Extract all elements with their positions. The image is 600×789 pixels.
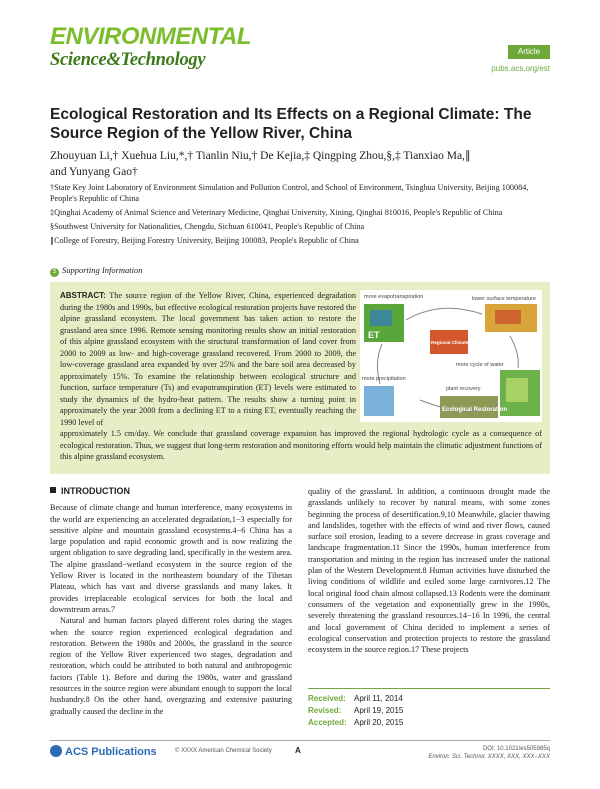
intro-paragraph-right: quality of the grassland. In addition, a continuous drought made the grasslands unlikely to recover by natural means, with some zones beginning the process of desertification.9,10 Meanwhile, glacier thawing and landslides, together with the effects of wind and river flows, caused surface soil erosion, leading to a severe decrease in grass coverage and landscape fragmentation.11 Since the 1990s, human interference from transportation and mining in the region has increased under the national plan of the Western Development.8 Human activities have disturbed the living conditions of wildlife and exiled some large carnivores.12 The local original food chain almost collapsed.13 Rodents were the dominant consumers of the vegetation and exponentially grew in the 1990s, severely threatening the grassland resources.14−16 In 1996, the central and local government of China decided to implement a series of ecological conservation and protection projects to restore the grassland ecosystem in the source region.17 These projects (308, 487, 550, 655)
date-received-value: April 11, 2014 (354, 694, 403, 703)
toc-label-recycle: more cycle of water (456, 362, 504, 368)
journal-logo-line2: Science&Technology (50, 50, 206, 70)
toc-map-temp-detail (495, 310, 521, 324)
date-received-label: Received: (308, 694, 346, 703)
date-accepted-label: Accepted: (308, 718, 347, 727)
affiliation-1: †State Key Joint Laboratory of Environment Simulation and Pollution Control, and School of Environment, Tsinghua University, Beijing 100084, People's Republic of China (50, 183, 529, 203)
toc-label-temp: lower surface temperature (472, 296, 536, 302)
toc-label-precip: more precipitation (362, 376, 406, 382)
acs-logo-icon (50, 745, 62, 757)
toc-photo-water (364, 386, 394, 416)
citation-line: Environ. Sci. Technol. XXXX, XXX, XXX−XXX (428, 754, 550, 760)
intro-heading-label: INTRODUCTION (61, 486, 130, 496)
article-dates (308, 688, 550, 729)
abstract-lead: ABSTRACT: (60, 291, 106, 300)
page-number: A (295, 746, 301, 755)
toc-map-veg-detail (506, 378, 528, 402)
affiliations (50, 182, 550, 249)
toc-label-cover: plant recovery (446, 386, 481, 392)
toc-label-et-top: more evapotranspiration (364, 294, 424, 300)
authors-line2: and Yunyang Gao† (50, 166, 138, 178)
date-revised-value: April 19, 2015 (354, 706, 404, 715)
intro-paragraph-2: Natural and human factors played different roles during the stages when the source region experienced ecological degradation and restoration. Between the 1980s and 2000s, the grassland in the source region of the Yellow River experienced two stages, degradation and restoration, which could be attributed to both natural and anthropogenic factors (Table 1). Before and during the 1980s, water and grassland resources in the source region were abundant enough to support the local husbandry.8 On the other hand, overgrazing and extensive pasturing gradually caused the decline in the (50, 616, 292, 716)
date-revised-label: Revised: (308, 706, 342, 715)
journal-url[interactable]: pubs.acs.org/est (491, 64, 550, 73)
acs-publications-label: ACS Publications (65, 746, 157, 758)
affiliation-2: ‡Qinghai Academy of Animal Science and Veterinary Medicine, Qinghai University, Xining, Qinghai 810016, People's Republic of China (50, 208, 503, 217)
supporting-info-link[interactable] (50, 265, 143, 277)
copyright-notice: © XXXX American Chemical Society (175, 748, 272, 754)
column-left (50, 486, 292, 717)
journal-logo-line1: ENVIRONMENTAL (50, 23, 252, 50)
date-accepted (308, 717, 550, 729)
article-badge: Article (508, 45, 550, 59)
affiliation-3: §Southwest University for Nationalities, Chengdu, Sichuan 610041, People's Republic of China (50, 222, 365, 231)
date-received (308, 693, 550, 705)
toc-map-et-detail (370, 310, 392, 326)
paper-title: Ecological Restoration and Its Effects on a Regional Climate: The Source Region of the Yellow River, China (50, 106, 532, 142)
authors-line1: Zhouyuan Li,† Xuehua Liu,*,† Tianlin Niu,† De Kejia,‡ Qingping Zhou,§,‡ Tianxiao Ma,∥ (50, 150, 471, 162)
author-list (50, 148, 550, 180)
section-bullet-icon (50, 487, 56, 493)
date-revised (308, 705, 550, 717)
toc-label-eco: Ecological Restoration (442, 407, 508, 413)
abstract-body: The source region of the Yellow River, China, experienced degradation during the 1980s and 1990s, but effective ecological restoration projects have restored the alpine grassland ecosystem. The local government has taken action to restore the grassland area since 1996. Remote sensing monitoring results show an initial restoration of this alpine grassland ecosystem with the structural transformation of land cover from 2000 to 2009 as low- and high-coverage grassland recovered. From 2000 to 2009, the low-coverage grassland area expanded by over 25% and the bare soil area decreased by approximately 15%. To examine the relationship between ecological structure and function, surface temperature (Ts) and evapotranspiration (ET) levels were estimated to study the dynamics of the hydro-heat pattern. The results show a turning point in approximately the year 2000 from a declining ET to a rising ET, eventually reaching the 1990 level of (60, 291, 356, 427)
doi-link[interactable]: DOI: 10.1021/es505985q (482, 746, 550, 752)
doi-block (400, 745, 550, 761)
intro-heading (50, 486, 292, 497)
toc-label-et: ET (368, 330, 380, 340)
intro-paragraph-1: Because of climate change and human interference, many ecosystems in the world are experiencing an accelerated degradation,1−3 especially for sensitive alpine and mountain grassland ecosystems.4−6 China has a large population and rapid economic growth and is now realizing the urgent obligation to save degrading land, specifically in the western area. The alpine grassland−wetland ecosystem in the source region of the Yellow River is located in the northeastern boundary of the Tibetan Plateau, which has vast and diverse grasslands and many lakes. It provides irreplaceable ecological services for both the local and downstream areas.7 (50, 503, 292, 614)
supporting-info-label: Supporting Information (62, 265, 143, 275)
supporting-info-icon: S (50, 268, 59, 277)
toc-label-climate: Regional Climate Adjustment (431, 340, 495, 345)
abstract-tail: approximately 1.5 cm/day. We conclude that grassland coverage expansion has improved the regional hydrologic cycle as a consequence of ecological restoration. Thus, we suggest that long-term restoration and monitoring efforts would help maintain the climatic adjustment functions of this alpine grassland ecosystem. (60, 429, 542, 461)
abstract-text (60, 290, 356, 428)
toc-graphic (360, 290, 542, 422)
date-accepted-value: April 20, 2015 (354, 718, 404, 727)
affiliation-4: ∥College of Forestry, Beijing Forestry University, Beijing 100083, People's Republic of China (50, 236, 359, 245)
column-right (308, 486, 550, 655)
toc-diagram (360, 290, 542, 422)
acs-publications-logo (50, 745, 157, 758)
journal-logo (50, 24, 260, 80)
